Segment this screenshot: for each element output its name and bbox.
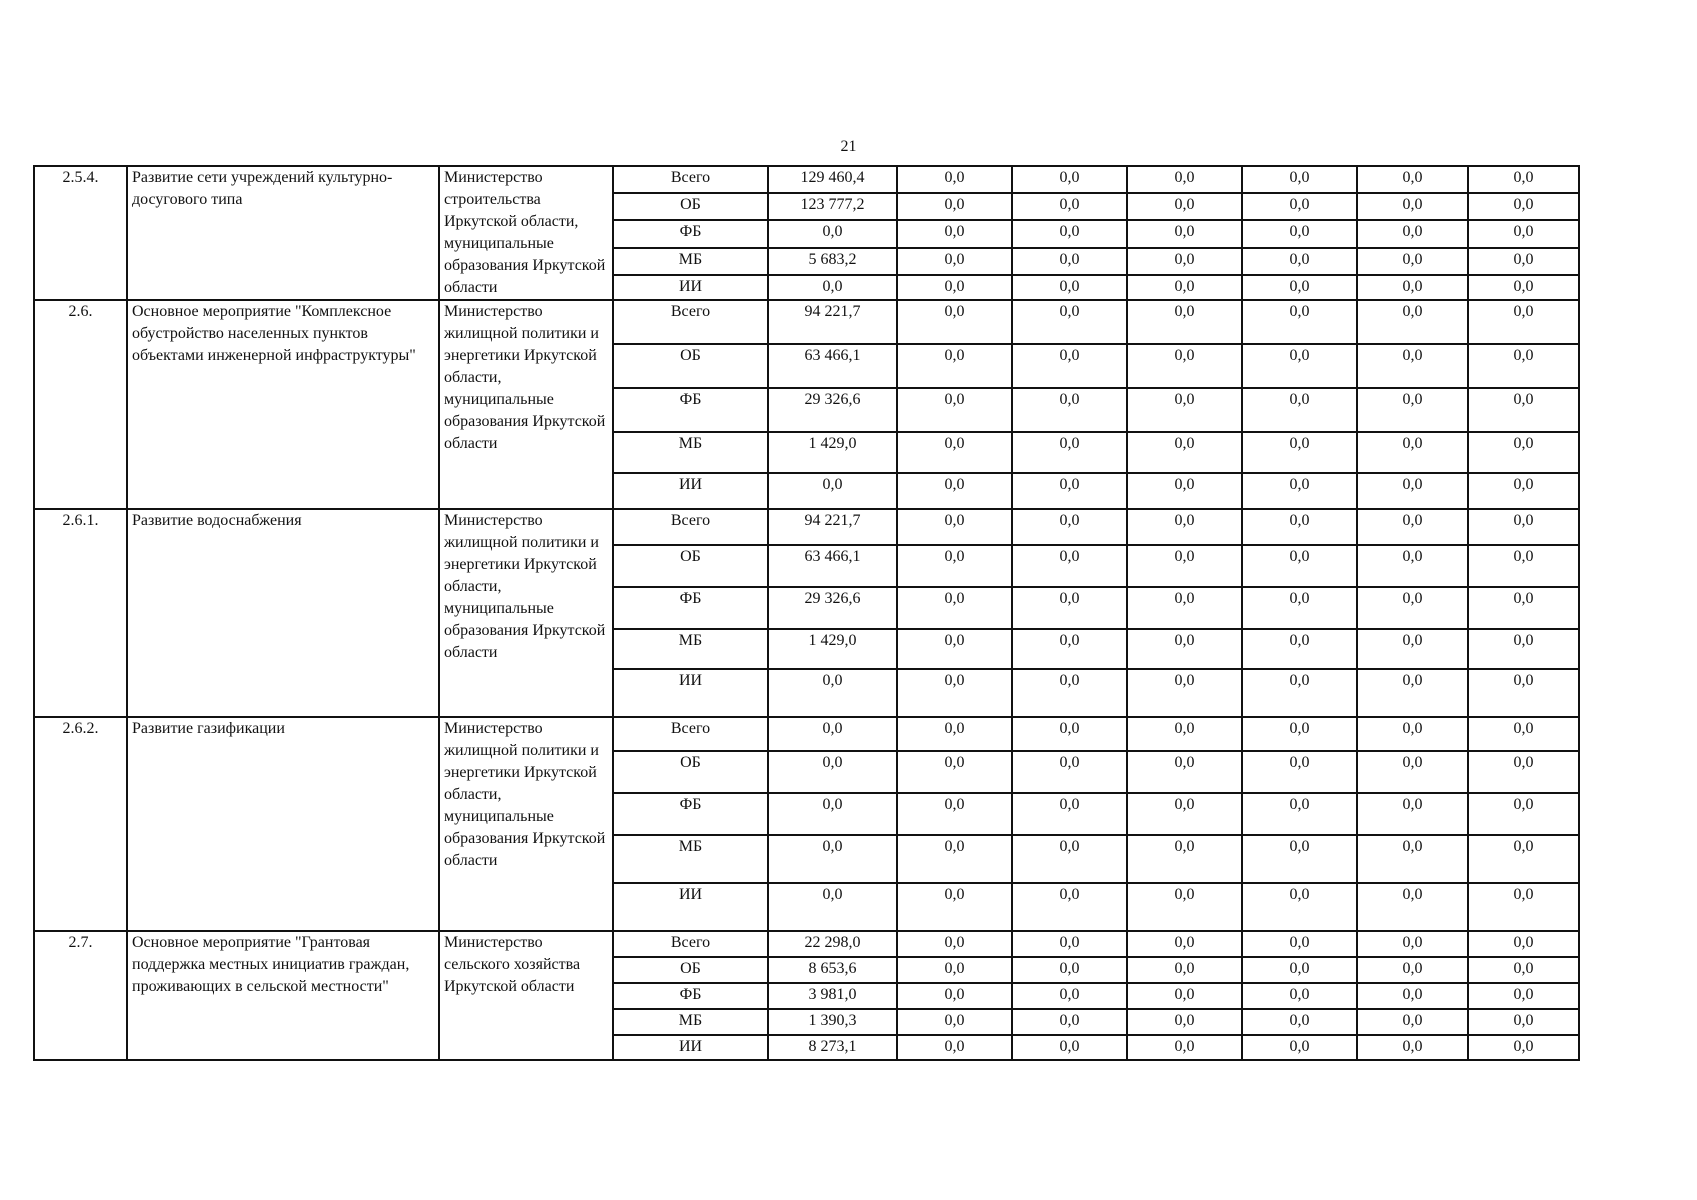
year-value-cell: 0,0	[1242, 669, 1357, 717]
year-value-cell: 0,0	[1012, 1009, 1127, 1035]
year-value-cell: 0,0	[1242, 388, 1357, 432]
year-value-cell: 0,0	[1357, 717, 1468, 751]
year-value-cell: 0,0	[1012, 717, 1127, 751]
year-value-cell: 0,0	[897, 220, 1012, 247]
funding-source: ИИ	[613, 275, 768, 300]
year-value-cell: 0,0	[1357, 883, 1468, 931]
year-value-cell: 0,0	[1127, 509, 1242, 545]
year-value-cell: 0,0	[1127, 1035, 1242, 1060]
budget-table-body	[34, 166, 1579, 1060]
year-value-cell: 0,0	[1468, 751, 1579, 793]
year-value-cell: 0,0	[897, 1035, 1012, 1060]
year-value-cell: 0,0	[1357, 587, 1468, 629]
item-number: 2.6.	[34, 300, 127, 509]
year-value-cell: 0,0	[897, 717, 1012, 751]
year-value-cell: 0,0	[1012, 166, 1127, 193]
year-value-cell: 0,0	[1468, 983, 1579, 1009]
year-value-cell: 0,0	[1012, 931, 1127, 957]
funding-source: ОБ	[613, 545, 768, 587]
year-value-cell: 0,0	[897, 983, 1012, 1009]
total-value-cell: 29 326,6	[768, 587, 897, 629]
year-value-cell: 0,0	[1357, 473, 1468, 509]
item-number: 2.7.	[34, 931, 127, 1060]
responsible-executor: Министерство строительства Иркутской области, муниципальные образования Иркутской области	[439, 166, 613, 300]
year-value-cell: 0,0	[1357, 983, 1468, 1009]
year-value-cell: 0,0	[1357, 629, 1468, 669]
total-value-cell: 129 460,4	[768, 166, 897, 193]
year-value-cell: 0,0	[1468, 835, 1579, 883]
year-value-cell: 0,0	[897, 545, 1012, 587]
table-row	[34, 931, 1579, 957]
year-value-cell: 0,0	[897, 248, 1012, 275]
year-value-cell: 0,0	[1242, 835, 1357, 883]
total-value-cell: 22 298,0	[768, 931, 897, 957]
total-value-cell: 0,0	[768, 883, 897, 931]
year-value-cell: 0,0	[1012, 432, 1127, 473]
total-value-cell: 1 390,3	[768, 1009, 897, 1035]
total-value-cell: 29 326,6	[768, 388, 897, 432]
year-value-cell: 0,0	[1242, 300, 1357, 344]
year-value-cell: 0,0	[1012, 473, 1127, 509]
year-value-cell: 0,0	[1242, 248, 1357, 275]
year-value-cell: 0,0	[1357, 957, 1468, 983]
total-value-cell: 3 981,0	[768, 983, 897, 1009]
year-value-cell: 0,0	[1127, 344, 1242, 388]
item-name: Развитие сети учреждений культурно-досугового типа	[127, 166, 439, 300]
total-value-cell: 0,0	[768, 835, 897, 883]
year-value-cell: 0,0	[1468, 220, 1579, 247]
item-number: 2.6.2.	[34, 717, 127, 931]
year-value-cell: 0,0	[1127, 193, 1242, 220]
year-value-cell: 0,0	[1242, 166, 1357, 193]
funding-source: Всего	[613, 931, 768, 957]
year-value-cell: 0,0	[1242, 587, 1357, 629]
funding-source: ОБ	[613, 344, 768, 388]
year-value-cell: 0,0	[897, 751, 1012, 793]
funding-source: ОБ	[613, 751, 768, 793]
year-value-cell: 0,0	[897, 344, 1012, 388]
year-value-cell: 0,0	[1127, 275, 1242, 300]
year-value-cell: 0,0	[1012, 957, 1127, 983]
year-value-cell: 0,0	[1468, 793, 1579, 835]
year-value-cell: 0,0	[1357, 669, 1468, 717]
total-value-cell: 0,0	[768, 751, 897, 793]
year-value-cell: 0,0	[1242, 220, 1357, 247]
year-value-cell: 0,0	[1012, 545, 1127, 587]
item-number: 2.5.4.	[34, 166, 127, 300]
year-value-cell: 0,0	[1242, 275, 1357, 300]
responsible-executor: Министерство жилищной политики и энергетики Иркутской области, муниципальные образования Иркутской области	[439, 717, 613, 931]
responsible-executor: Министерство жилищной политики и энергетики Иркутской области, муниципальные образования Иркутской области	[439, 300, 613, 509]
funding-source: МБ	[613, 432, 768, 473]
year-value-cell: 0,0	[1242, 629, 1357, 669]
year-value-cell: 0,0	[1127, 166, 1242, 193]
year-value-cell: 0,0	[1127, 751, 1242, 793]
year-value-cell: 0,0	[1357, 793, 1468, 835]
funding-source: ФБ	[613, 983, 768, 1009]
total-value-cell: 0,0	[768, 669, 897, 717]
year-value-cell: 0,0	[1242, 509, 1357, 545]
year-value-cell: 0,0	[1127, 983, 1242, 1009]
year-value-cell: 0,0	[1012, 509, 1127, 545]
year-value-cell: 0,0	[1242, 545, 1357, 587]
year-value-cell: 0,0	[1357, 344, 1468, 388]
year-value-cell: 0,0	[1468, 587, 1579, 629]
year-value-cell: 0,0	[1357, 248, 1468, 275]
year-value-cell: 0,0	[1242, 344, 1357, 388]
funding-source: ИИ	[613, 473, 768, 509]
funding-source: ИИ	[613, 1035, 768, 1060]
year-value-cell: 0,0	[1357, 166, 1468, 193]
year-value-cell: 0,0	[1357, 931, 1468, 957]
total-value-cell: 1 429,0	[768, 629, 897, 669]
year-value-cell: 0,0	[1357, 275, 1468, 300]
funding-source: ИИ	[613, 669, 768, 717]
year-value-cell: 0,0	[1357, 300, 1468, 344]
year-value-cell: 0,0	[1127, 300, 1242, 344]
funding-source: ФБ	[613, 587, 768, 629]
year-value-cell: 0,0	[1468, 432, 1579, 473]
total-value-cell: 8 273,1	[768, 1035, 897, 1060]
year-value-cell: 0,0	[1468, 509, 1579, 545]
funding-source: МБ	[613, 629, 768, 669]
year-value-cell: 0,0	[1012, 388, 1127, 432]
funding-source: Всего	[613, 509, 768, 545]
total-value-cell: 0,0	[768, 793, 897, 835]
year-value-cell: 0,0	[1012, 835, 1127, 883]
year-value-cell: 0,0	[1012, 883, 1127, 931]
funding-source: ФБ	[613, 388, 768, 432]
year-value-cell: 0,0	[1468, 344, 1579, 388]
year-value-cell: 0,0	[1012, 751, 1127, 793]
year-value-cell: 0,0	[1127, 1009, 1242, 1035]
year-value-cell: 0,0	[1127, 220, 1242, 247]
total-value-cell: 94 221,7	[768, 300, 897, 344]
year-value-cell: 0,0	[1242, 473, 1357, 509]
total-value-cell: 0,0	[768, 473, 897, 509]
year-value-cell: 0,0	[1012, 275, 1127, 300]
year-value-cell: 0,0	[1468, 300, 1579, 344]
year-value-cell: 0,0	[1012, 1035, 1127, 1060]
year-value-cell: 0,0	[1468, 545, 1579, 587]
item-name: Развитие газификации	[127, 717, 439, 931]
year-value-cell: 0,0	[897, 587, 1012, 629]
funding-source: Всего	[613, 300, 768, 344]
year-value-cell: 0,0	[1127, 545, 1242, 587]
total-value-cell: 1 429,0	[768, 432, 897, 473]
year-value-cell: 0,0	[1468, 883, 1579, 931]
year-value-cell: 0,0	[1357, 751, 1468, 793]
table-row	[34, 300, 1579, 344]
total-value-cell: 123 777,2	[768, 193, 897, 220]
total-value-cell: 94 221,7	[768, 509, 897, 545]
funding-source: ФБ	[613, 793, 768, 835]
year-value-cell: 0,0	[1242, 1035, 1357, 1060]
year-value-cell: 0,0	[1127, 629, 1242, 669]
year-value-cell: 0,0	[1127, 793, 1242, 835]
year-value-cell: 0,0	[1127, 473, 1242, 509]
funding-source: Всего	[613, 717, 768, 751]
funding-source: ИИ	[613, 883, 768, 931]
year-value-cell: 0,0	[897, 883, 1012, 931]
year-value-cell: 0,0	[897, 835, 1012, 883]
year-value-cell: 0,0	[897, 629, 1012, 669]
year-value-cell: 0,0	[1468, 669, 1579, 717]
year-value-cell: 0,0	[1357, 220, 1468, 247]
year-value-cell: 0,0	[897, 931, 1012, 957]
responsible-executor: Министерство жилищной политики и энергетики Иркутской области, муниципальные образования Иркутской области	[439, 509, 613, 717]
total-value-cell: 8 653,6	[768, 957, 897, 983]
budget-table	[33, 165, 1580, 1061]
year-value-cell: 0,0	[1127, 248, 1242, 275]
year-value-cell: 0,0	[1127, 957, 1242, 983]
year-value-cell: 0,0	[1468, 1009, 1579, 1035]
year-value-cell: 0,0	[897, 793, 1012, 835]
year-value-cell: 0,0	[897, 300, 1012, 344]
year-value-cell: 0,0	[897, 1009, 1012, 1035]
table-row	[34, 166, 1579, 193]
year-value-cell: 0,0	[1127, 432, 1242, 473]
year-value-cell: 0,0	[1468, 388, 1579, 432]
year-value-cell: 0,0	[1012, 300, 1127, 344]
year-value-cell: 0,0	[1468, 931, 1579, 957]
total-value-cell: 63 466,1	[768, 344, 897, 388]
table-row	[34, 509, 1579, 545]
year-value-cell: 0,0	[897, 473, 1012, 509]
year-value-cell: 0,0	[1242, 793, 1357, 835]
year-value-cell: 0,0	[1468, 248, 1579, 275]
year-value-cell: 0,0	[1357, 835, 1468, 883]
funding-source: ФБ	[613, 220, 768, 247]
year-value-cell: 0,0	[1012, 793, 1127, 835]
year-value-cell: 0,0	[1012, 248, 1127, 275]
year-value-cell: 0,0	[897, 166, 1012, 193]
year-value-cell: 0,0	[897, 388, 1012, 432]
year-value-cell: 0,0	[1012, 344, 1127, 388]
item-name: Развитие водоснабжения	[127, 509, 439, 717]
year-value-cell: 0,0	[1468, 166, 1579, 193]
year-value-cell: 0,0	[1242, 957, 1357, 983]
year-value-cell: 0,0	[1468, 629, 1579, 669]
year-value-cell: 0,0	[1468, 957, 1579, 983]
year-value-cell: 0,0	[1242, 717, 1357, 751]
year-value-cell: 0,0	[897, 193, 1012, 220]
year-value-cell: 0,0	[1012, 587, 1127, 629]
item-name: Основное мероприятие "Комплексное обустройство населенных пунктов объектами инженерной инфраструктуры"	[127, 300, 439, 509]
total-value-cell: 0,0	[768, 275, 897, 300]
table-row	[34, 717, 1579, 751]
year-value-cell: 0,0	[1357, 1009, 1468, 1035]
funding-source: ОБ	[613, 957, 768, 983]
year-value-cell: 0,0	[1012, 193, 1127, 220]
year-value-cell: 0,0	[1357, 545, 1468, 587]
total-value-cell: 63 466,1	[768, 545, 897, 587]
year-value-cell: 0,0	[1357, 388, 1468, 432]
year-value-cell: 0,0	[897, 275, 1012, 300]
year-value-cell: 0,0	[897, 509, 1012, 545]
funding-source: МБ	[613, 1009, 768, 1035]
item-name: Основное мероприятие "Грантовая поддержка местных инициатив граждан, проживающих в сельской местности"	[127, 931, 439, 1060]
responsible-executor: Министерство сельского хозяйства Иркутской области	[439, 931, 613, 1060]
year-value-cell: 0,0	[1012, 669, 1127, 717]
year-value-cell: 0,0	[1468, 473, 1579, 509]
year-value-cell: 0,0	[1127, 931, 1242, 957]
year-value-cell: 0,0	[1242, 983, 1357, 1009]
year-value-cell: 0,0	[1468, 193, 1579, 220]
year-value-cell: 0,0	[1127, 835, 1242, 883]
total-value-cell: 5 683,2	[768, 248, 897, 275]
year-value-cell: 0,0	[897, 432, 1012, 473]
funding-source: МБ	[613, 248, 768, 275]
total-value-cell: 0,0	[768, 220, 897, 247]
total-value-cell: 0,0	[768, 717, 897, 751]
year-value-cell: 0,0	[1127, 883, 1242, 931]
funding-source: МБ	[613, 835, 768, 883]
year-value-cell: 0,0	[1242, 751, 1357, 793]
year-value-cell: 0,0	[897, 669, 1012, 717]
year-value-cell: 0,0	[1468, 717, 1579, 751]
year-value-cell: 0,0	[1127, 717, 1242, 751]
year-value-cell: 0,0	[1357, 193, 1468, 220]
year-value-cell: 0,0	[1242, 432, 1357, 473]
funding-source: ОБ	[613, 193, 768, 220]
year-value-cell: 0,0	[1242, 883, 1357, 931]
year-value-cell: 0,0	[1012, 629, 1127, 669]
year-value-cell: 0,0	[1127, 669, 1242, 717]
year-value-cell: 0,0	[1242, 193, 1357, 220]
page-number: 21	[840, 138, 857, 155]
year-value-cell: 0,0	[897, 957, 1012, 983]
year-value-cell: 0,0	[1357, 432, 1468, 473]
year-value-cell: 0,0	[1012, 983, 1127, 1009]
year-value-cell: 0,0	[1357, 1035, 1468, 1060]
year-value-cell: 0,0	[1127, 388, 1242, 432]
year-value-cell: 0,0	[1242, 1009, 1357, 1035]
year-value-cell: 0,0	[1242, 931, 1357, 957]
year-value-cell: 0,0	[1127, 587, 1242, 629]
year-value-cell: 0,0	[1012, 220, 1127, 247]
year-value-cell: 0,0	[1468, 275, 1579, 300]
item-number: 2.6.1.	[34, 509, 127, 717]
year-value-cell: 0,0	[1357, 509, 1468, 545]
year-value-cell: 0,0	[1468, 1035, 1579, 1060]
funding-source: Всего	[613, 166, 768, 193]
